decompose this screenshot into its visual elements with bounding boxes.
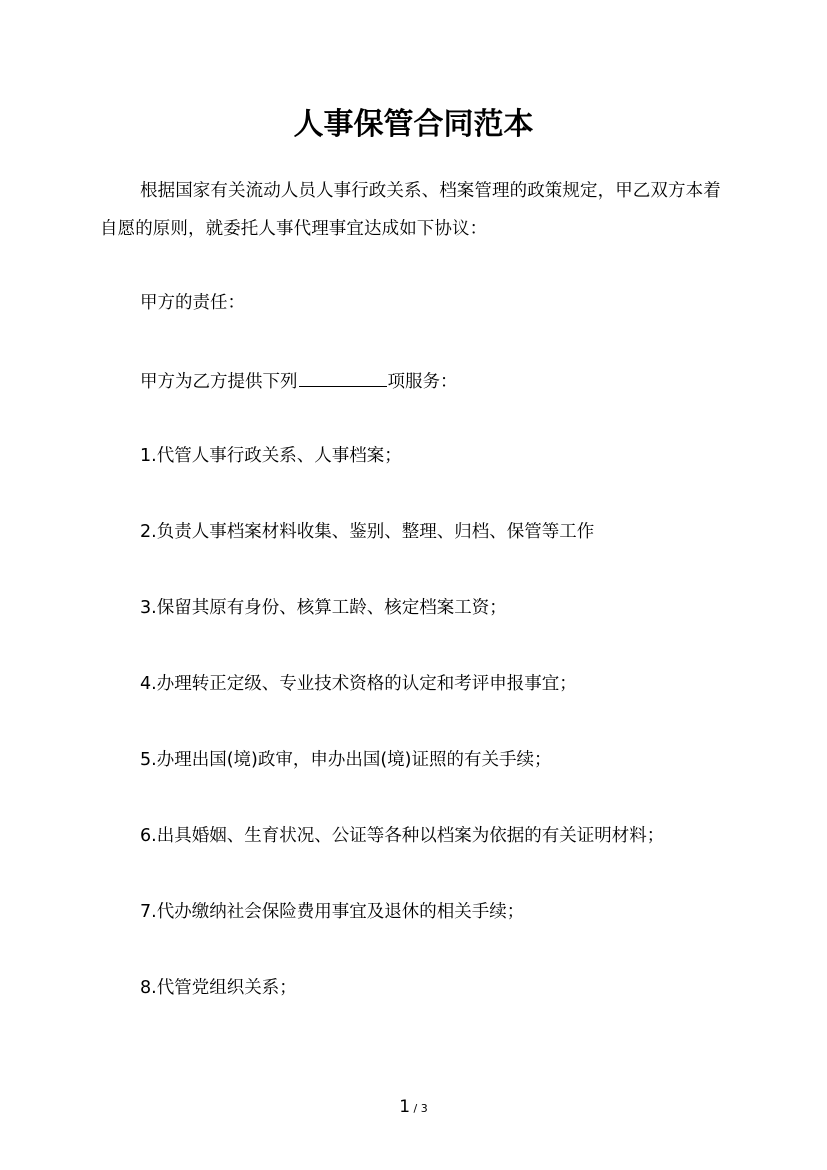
services-suffix: 项服务： (387, 372, 458, 392)
service-item: 2.负责人事档案材料收集、鉴别、整理、归档、保管等工作 (140, 522, 595, 542)
service-item: 3.保留其原有身份、核算工龄、核定档案工资； (140, 598, 507, 618)
fill-in-blank[interactable] (299, 366, 387, 387)
service-item: 5.办理出国(境)政审，申办出国(境)证照的有关手续； (140, 750, 552, 770)
service-item: 1.代管人事行政关系、人事档案； (140, 446, 402, 466)
service-item: 7.代办缴纳社会保险费用事宜及退休的相关手续； (140, 902, 525, 922)
page-total: / 3 (410, 1102, 428, 1115)
section-heading: 甲方的责任： (140, 293, 245, 313)
intro-paragraph: 根据国家有关流动人员人事行政关系、档案管理的政策规定，甲乙双方本着自愿的原则，就委托人事代理事宜达成如下协议： (100, 181, 721, 239)
page-number (0, 1095, 827, 1121)
services-prefix: 甲方为乙方提供下列 (140, 372, 298, 392)
document-title: 人事保管合同范本 (293, 107, 534, 142)
service-item: 6.出具婚姻、生育状况、公证等各种以档案为依据的有关证明材料； (140, 826, 665, 846)
services-line (140, 366, 760, 396)
service-item: 4.办理转正定级、专业技术资格的认定和考评申报事宜； (140, 674, 577, 694)
service-item: 8.代管党组织关系； (140, 978, 297, 998)
page-current: 1 (399, 1097, 411, 1117)
